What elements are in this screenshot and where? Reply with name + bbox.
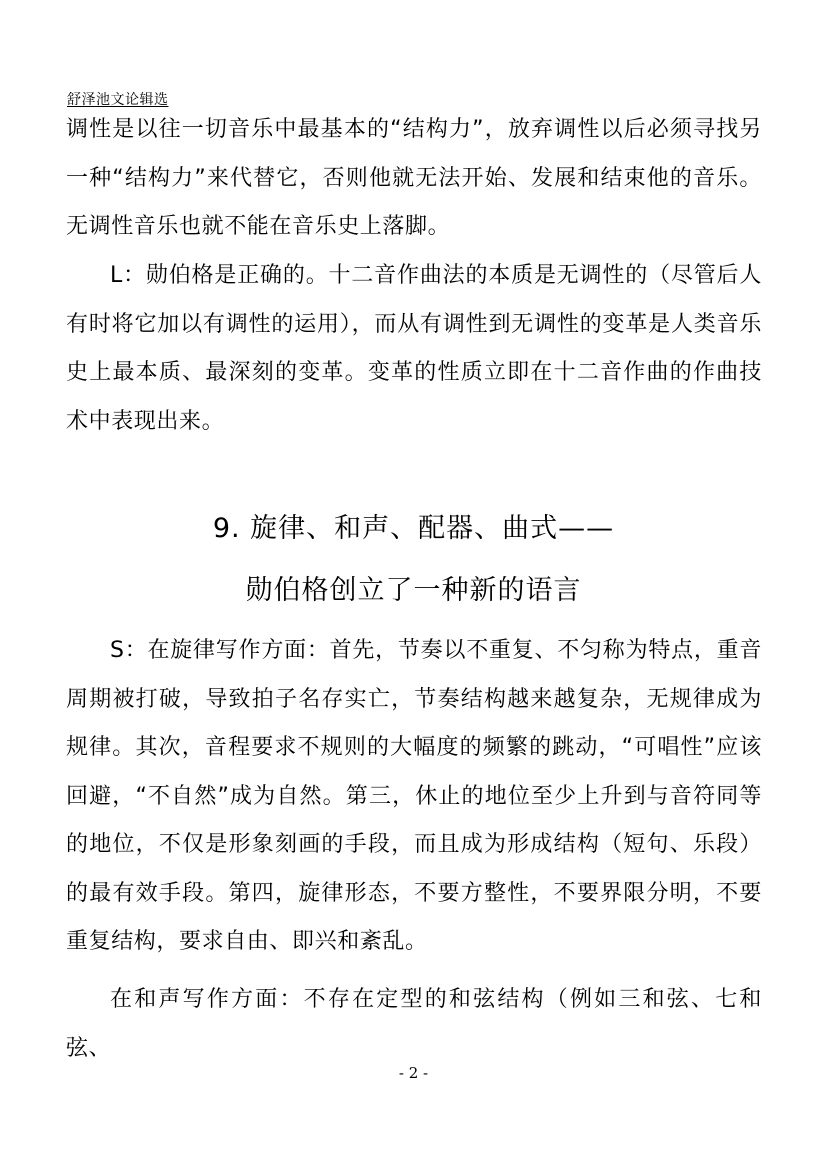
paragraph-s-melody-writing: S：在旋律写作方面：首先，节奏以不重复、不匀称为特点，重音周期被打破，导致拍子名存实亡，节奏结构越来越复杂，无规律成为规律。其次，音程要求不规则的大幅度的频繁的跳动，“可唱性”应该回避，“不自然”成为自然。第三，休止的地位至少上升到与音符同等的地位，不仅是形象刻画的手段，而且成为形成结构（短句、乐段）的最有效手段。第四，旋律形态，不要方整性，不要界限分明，不要重复结构，要求自由、即兴和紊乱。 <box>66 638 762 954</box>
section-heading-line-2: 勋伯格创立了一种新的语言 <box>245 575 582 606</box>
paragraph-harmony-writing: 在和声写作方面：不存在定型的和弦结构（例如三和弦、七和弦、 <box>66 987 762 1061</box>
running-header: 舒泽池文论辑选 <box>67 92 169 108</box>
page-number: - 2 - <box>398 1064 429 1082</box>
section-heading-line-1: 9. 旋律、和声、配器、曲式—— <box>212 513 615 544</box>
paragraph-tonality-continued: 调性是以往一切音乐中最基本的“结构力”，放弃调性以后必须寻找另一种“结构力”来代替它，否则他就无法开始、发展和结束他的音乐。无调性音乐也就不能在音乐史上落脚。 <box>66 117 762 239</box>
paragraph-l-schoenberg-correct: L：勋伯格是正确的。十二音作曲法的本质是无调性的（尽管后人有时将它加以有调性的运用），而从有调性到无调性的变革是人类音乐史上最本质、最深刻的变革。变革的性质立即在十二音作曲的作曲技术中表现出来。 <box>66 263 762 434</box>
